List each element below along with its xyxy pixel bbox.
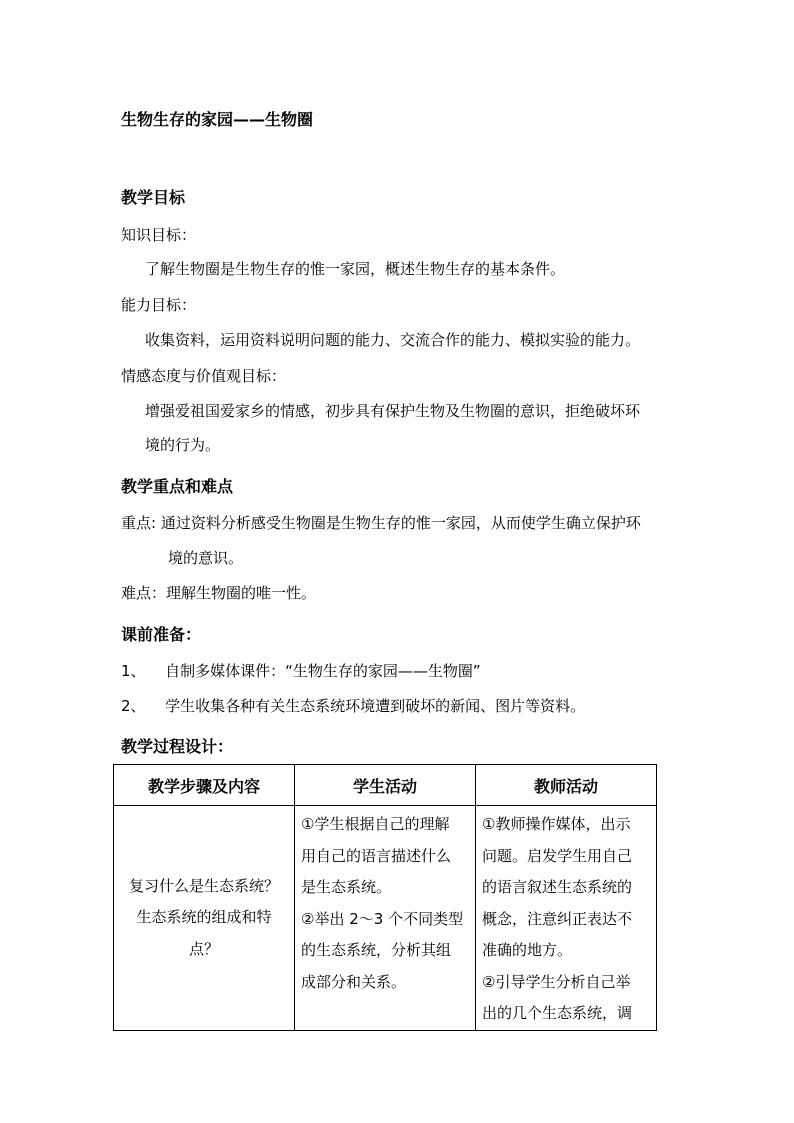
teacher-line: 概念，注意纠正表达不	[482, 909, 633, 928]
header-teacher: 教师活动	[476, 765, 657, 806]
emotion-text-line1: 增强爱祖国爱家乡的情感，初步具有保护生物及生物圈的意识，拒绝破坏环	[145, 402, 641, 420]
process-table	[113, 764, 657, 1031]
student-line: ①学生根据自己的理解	[301, 815, 450, 833]
ability-text: 收集资料，运用资料说明问题的能力、交流合作的能力、模拟实验的能力。	[145, 331, 641, 349]
objectives-heading: 教学目标	[121, 188, 186, 207]
knowledge-text: 了解生物圈是生物生存的惟一家园，概述生物生存的基本条件。	[145, 260, 566, 278]
prep-item-2	[121, 695, 585, 716]
teacher-line: ①教师操作媒体，出示	[482, 815, 631, 833]
header-student: 学生活动	[295, 765, 476, 806]
emotion-text-line2: 境的行为。	[145, 436, 221, 454]
student-line: 的生态系统，分析其组	[301, 941, 452, 959]
emotion-label: 情感态度与价值观目标：	[121, 367, 287, 385]
student-line: ②举出 2～3 个不同类型	[301, 909, 464, 928]
document-title: 生物生存的家园——生物圈	[121, 110, 314, 129]
step-cell	[114, 806, 295, 1031]
ability-label: 能力目标：	[121, 296, 197, 314]
prep-item-number: 1、	[121, 662, 146, 680]
table-header-row	[114, 765, 657, 806]
step-line: 点？	[188, 939, 219, 958]
step-line: 生态系统的组成和特	[136, 908, 272, 926]
teacher-line: 的语言叙述生态系统的	[482, 878, 633, 896]
table-row	[114, 806, 657, 1031]
knowledge-label: 知识目标：	[121, 226, 197, 244]
student-line: 成部分和关系。	[301, 972, 407, 991]
student-line: 是生态系统。	[301, 878, 392, 896]
step-line: 复习什么是生态系统？	[128, 876, 279, 895]
teacher-activity-cell	[476, 806, 657, 1031]
key-point-line2: 境的意识。	[168, 549, 244, 567]
teacher-line: ②引导学生分析自己举	[482, 972, 631, 991]
prep-item-text: 自制多媒体课件：“生物生存的家园——生物圈”	[165, 662, 481, 680]
key-points-heading: 教学重点和难点	[121, 477, 234, 496]
prep-item-number: 2、	[121, 697, 146, 715]
teacher-line: 准确的地方。	[482, 941, 573, 959]
header-step: 教学步骤及内容	[114, 765, 295, 806]
prep-item-text: 学生收集各种有关生态系统环境遭到破坏的新闻、图片等资料。	[165, 697, 586, 715]
preparation-heading: 课前准备：	[121, 625, 202, 644]
teacher-line: 问题。启发学生用自己	[482, 846, 633, 865]
difficulty-text: 难点：理解生物圈的唯一性。	[121, 584, 317, 602]
key-point-line1: 重点: 通过资料分析感受生物圈是生物生存的惟一家园，从而使学生确立保护环	[121, 514, 641, 532]
prep-item-1	[121, 660, 481, 681]
process-heading: 教学过程设计：	[121, 737, 234, 756]
teacher-line: 出的几个生态系统，调	[482, 1004, 633, 1022]
student-line: 用自己的语言描述什么	[301, 846, 452, 865]
student-activity-cell	[295, 806, 476, 1031]
